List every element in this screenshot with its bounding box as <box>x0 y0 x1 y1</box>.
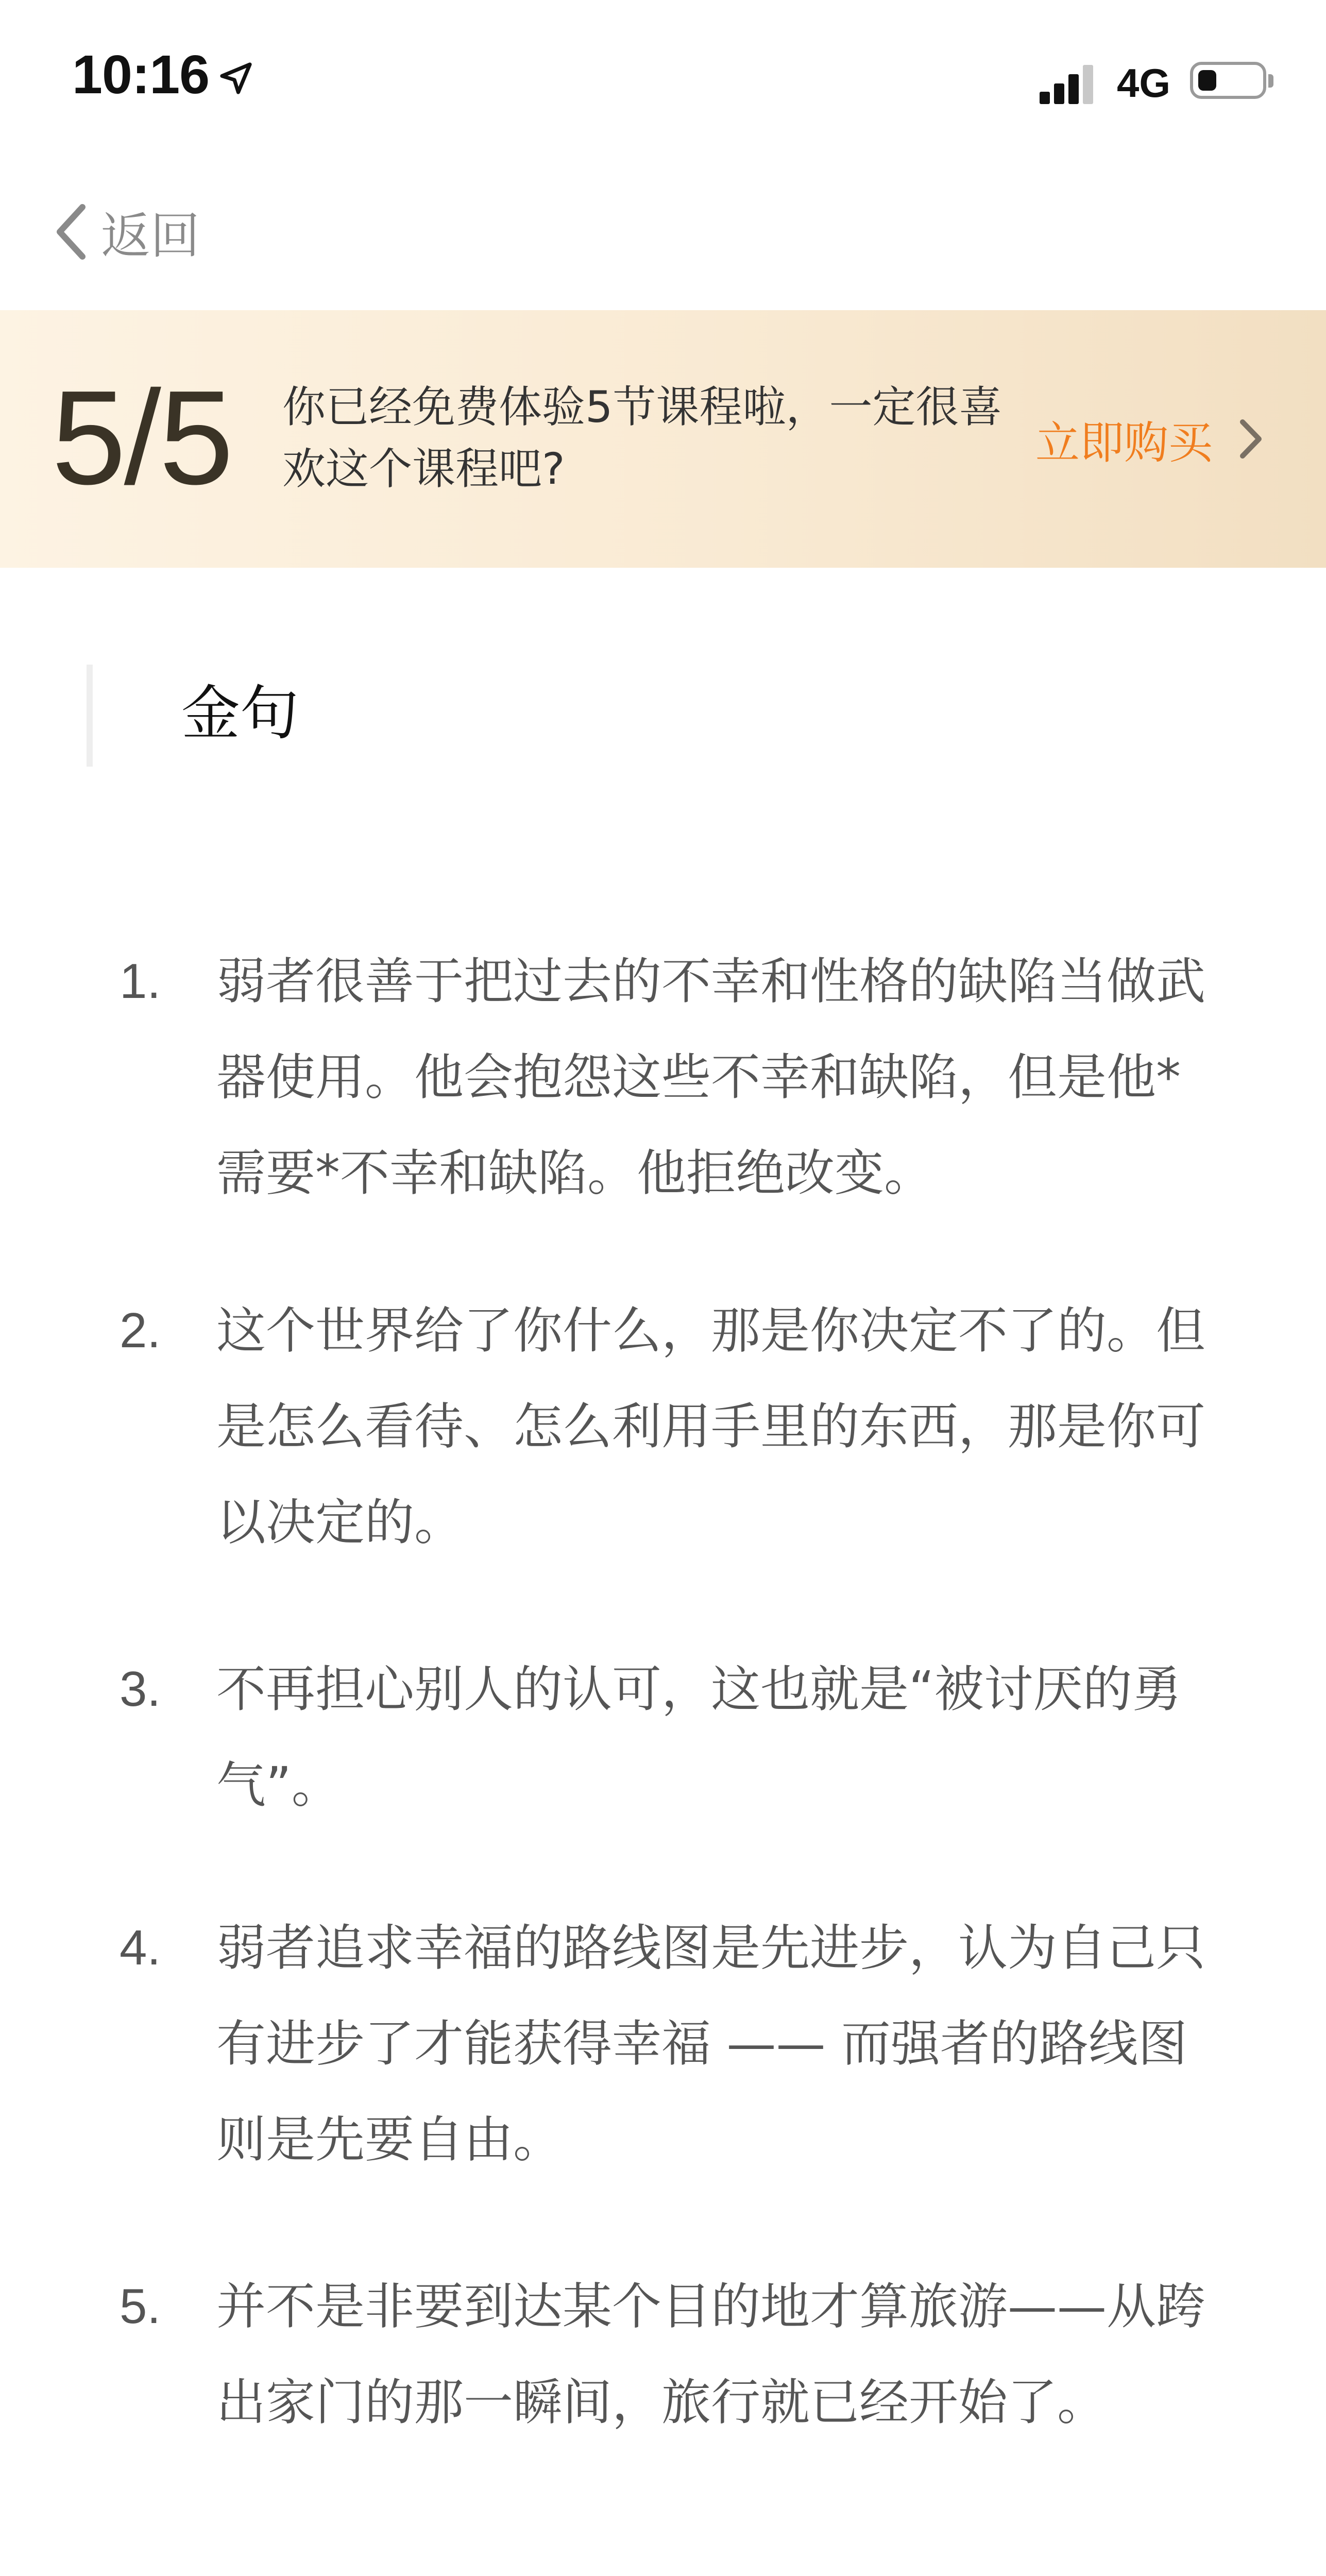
signal-bar <box>1068 74 1079 104</box>
signal-bar <box>1083 65 1093 104</box>
quote-text: 弱者追求幸福的路线图是先进步，认为自己只有进步了才能获得幸福 —— 而强者的路线图则是先要自由。 <box>216 1919 1205 2168</box>
quote-number: 4. <box>120 1920 161 1975</box>
buy-now-label: 立即购买 <box>1035 417 1213 469</box>
trial-message: 你已经免费体验5节课程啦，一定很喜欢这个课程吧? <box>282 382 1002 494</box>
battery-cap <box>1268 74 1273 88</box>
trial-count: 5/5 <box>52 363 232 513</box>
chevron-right-icon <box>1234 416 1265 462</box>
quote-text: 这个世界给了你什么，那是你决定不了的。但是怎么看待、怎么利用手里的东西，那是你可以决定的。 <box>216 1302 1205 1551</box>
quote-text: 并不是非要到达某个目的地才算旅游——从跨出家门的那一瞬间，旅行就已经开始了。 <box>216 2278 1205 2431</box>
back-button[interactable] <box>52 191 200 273</box>
network-type: 4G <box>1117 60 1171 106</box>
status-time: 10:16 <box>72 44 210 105</box>
trial-banner <box>0 310 1326 568</box>
section-marker <box>87 665 93 767</box>
back-label: 返回 <box>101 207 200 265</box>
signal-icon <box>1040 63 1096 104</box>
quote-number: 2. <box>120 1303 161 1358</box>
battery-icon <box>1190 62 1266 99</box>
quote-number: 1. <box>120 954 161 1009</box>
battery-level <box>1198 70 1216 91</box>
quote-text: 不再担心别人的认可，这也就是“被讨厌的勇气”。 <box>216 1660 1182 1814</box>
quote-number: 5. <box>120 2279 161 2334</box>
quote-text: 弱者很善于把过去的不幸和性格的缺陷当做武器使用。他会抱怨这些不幸和缺陷，但是他*需要*不幸和缺陷。他拒绝改变。 <box>216 953 1205 1202</box>
status-bar <box>0 0 1326 165</box>
section-title: 金句 <box>181 679 299 748</box>
signal-bar <box>1054 83 1064 104</box>
quote-number: 3. <box>120 1662 161 1717</box>
chevron-left-icon <box>52 201 93 263</box>
buy-now-button[interactable] <box>1035 408 1265 470</box>
signal-bar <box>1040 92 1050 104</box>
location-arrow-icon <box>217 60 254 97</box>
